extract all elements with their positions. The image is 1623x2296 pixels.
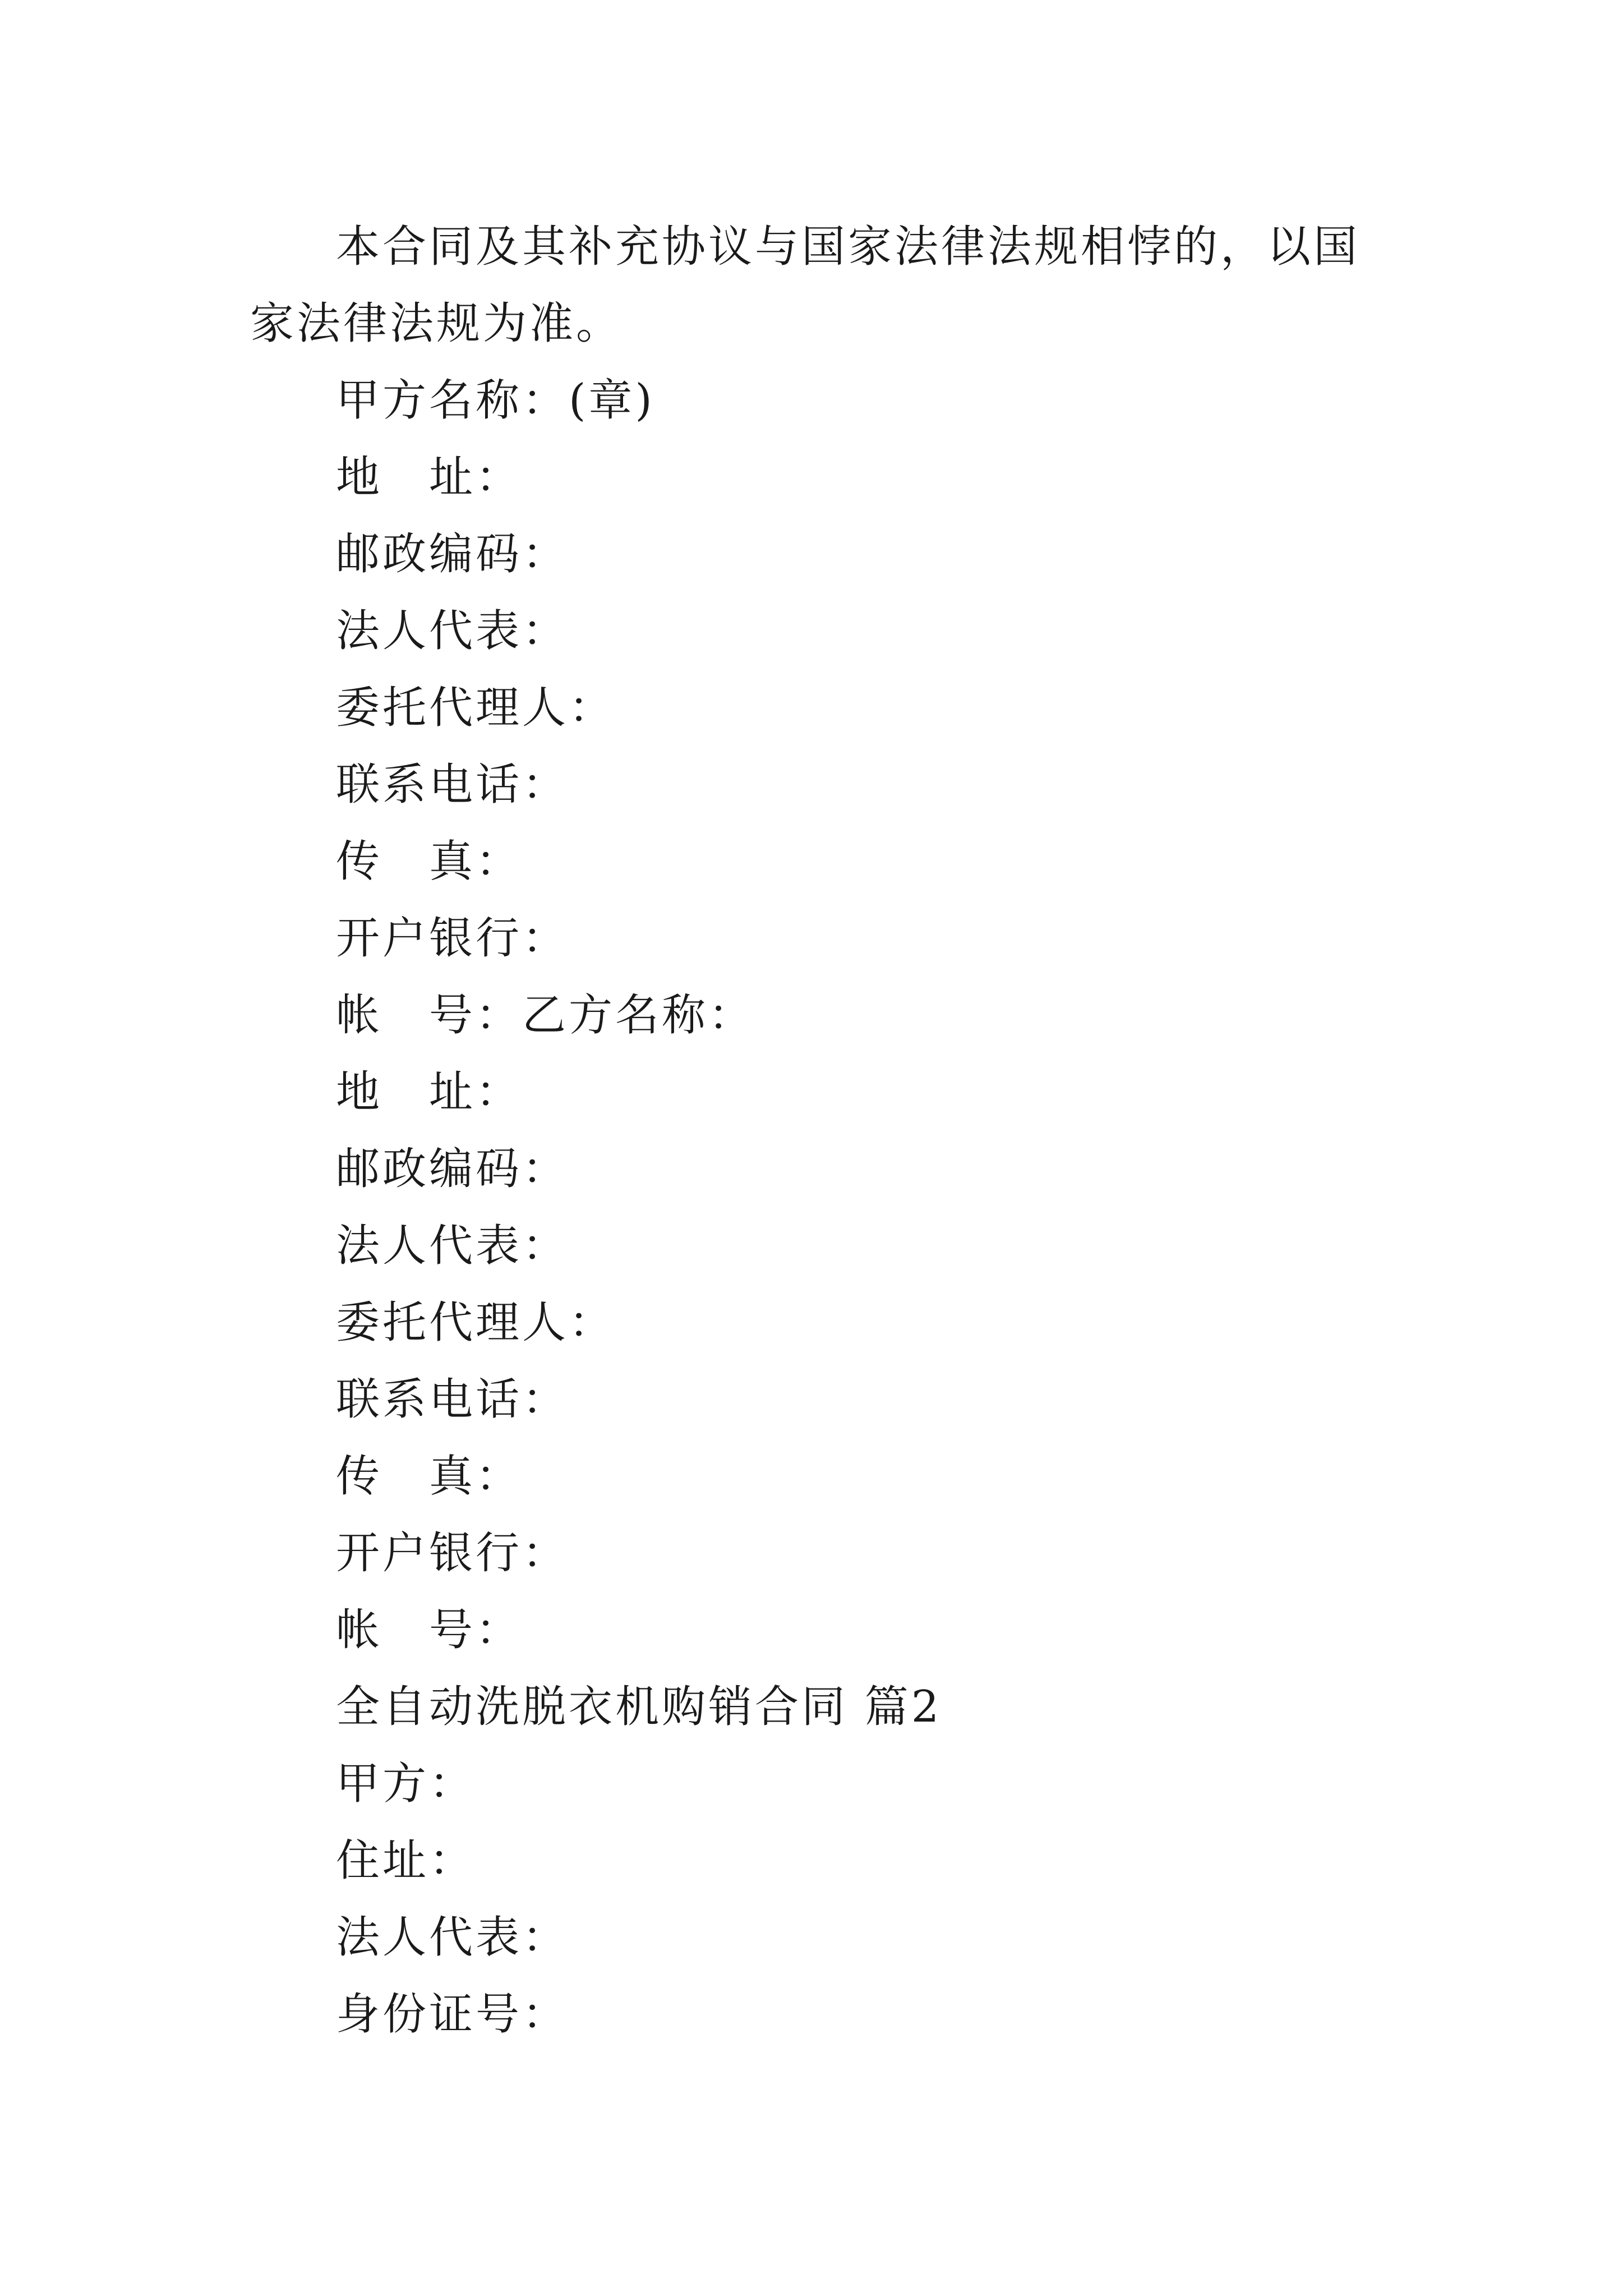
party-a-phone-line: 联系电话：	[336, 760, 569, 810]
party-b-account-line: 帐 号：	[336, 1605, 523, 1655]
party-a-legal-rep-line: 法人代表：	[336, 606, 569, 656]
party-b-legal-rep-line: 法人代表：	[336, 1221, 569, 1271]
party-b-postcode-line: 邮政编码：	[336, 1144, 569, 1194]
party-b-bank-line: 开户银行：	[336, 1528, 569, 1579]
party-a-name-line: 甲方名称：(章)	[336, 375, 655, 426]
party-b-agent-line: 委托代理人：	[336, 1297, 616, 1348]
section-heading: 全自动洗脱衣机购销合同 篇2	[336, 1682, 942, 1732]
party-b-fax-line: 传 真：	[336, 1451, 523, 1502]
party-a-agent-line: 委托代理人：	[336, 683, 616, 733]
party-a-postcode-line: 邮政编码：	[336, 529, 569, 579]
contract2-legal-rep-line: 法人代表：	[336, 1912, 569, 1963]
party-b-phone-line: 联系电话：	[336, 1374, 569, 1425]
contract2-address-line: 住址：	[336, 1835, 476, 1886]
party-b-address-line: 地 址：	[336, 1067, 523, 1117]
contract2-party-a-line: 甲方：	[336, 1759, 476, 1809]
party-a-account-party-b-name-line: 帐 号：乙方名称：	[336, 990, 755, 1041]
contract2-id-number-line: 身份证号：	[336, 1989, 569, 2040]
clause-paragraph: 本合同及其补充协议与国家法律法规相悖的，以国家法律法规为准。	[250, 222, 1361, 349]
party-a-bank-line: 开户银行：	[336, 913, 569, 964]
party-a-address-line: 地 址：	[336, 452, 523, 503]
party-a-fax-line: 传 真：	[336, 836, 523, 887]
